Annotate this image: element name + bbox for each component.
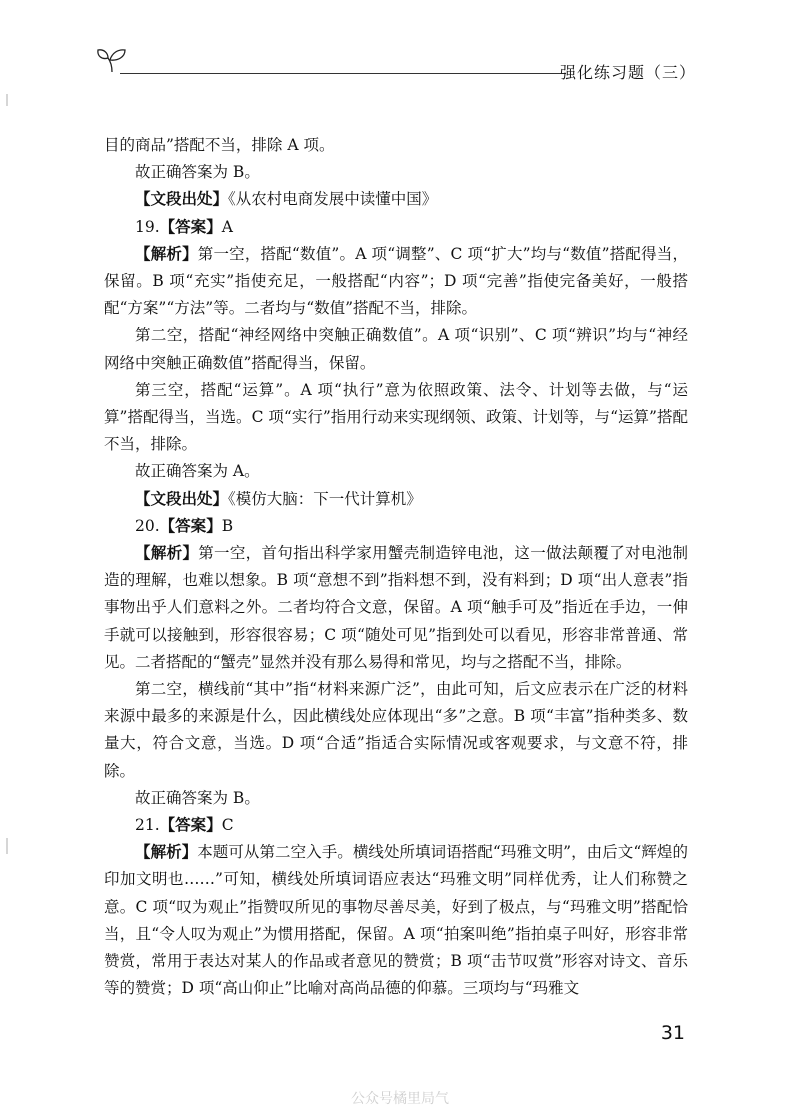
paragraph-text: B — [221, 516, 234, 535]
question-number: 20. — [135, 516, 160, 535]
question-number: 21. — [135, 816, 160, 835]
section-tag: 【答案】 — [159, 516, 222, 535]
paragraph-text: 本题可从第二空入手。横线处所填词语搭配“玛雅文明”，由后文“辉煌的印加文明也……”可知，横线处所填词语应表达“玛雅文明”同样优秀，让人们称赞之意。C 项“叹为观止”指赞叹所见的事物尽善尽美，好到了极点，与“玛雅文明”搭配恰当，且“令人叹为观止”为惯用搭配，保留。A 项“拍案叫绝”指拍桌子叫好，形容非常赞赏，常用于表达对某人的作品或者意见的赞赏；B 项“击节叹赏”形容对诗文、音乐等的赞赏；D 项“高山仰止”比喻对高尚品德的仰慕。三项均与“玛雅文 — [104, 843, 688, 998]
paragraph — [104, 214, 688, 241]
paragraph-text: C — [221, 816, 234, 835]
paragraph — [104, 377, 688, 459]
paragraph-text: 第三空，搭配“运算”。A 项“执行”意为依照政策、法令、计划等去做，与“运算”搭配得当，当选。C 项“实行”指用行动来实现纲领、政策、计划等，与“运算”搭配不当，排除。 — [104, 380, 688, 454]
scan-mark — [6, 94, 8, 106]
paragraph-text: A — [221, 217, 233, 236]
paragraph — [104, 486, 688, 513]
paragraph-text: 《从农村电商发展中读懂中国》 — [228, 190, 438, 209]
section-tag: 【文段出处】 — [135, 190, 229, 209]
paragraph-text: 故正确答案为 B。 — [135, 788, 260, 807]
scan-mark — [6, 838, 8, 854]
paragraph-text: 第一空，首句指出科学家用蟹壳制造锌电池，这一做法颠覆了对电池制造的理解，也难以想象。B 项“意想不到”指料想不到，没有料到；D 项“出人意表”指事物出乎人们意料之外。二者均符合文意，保留。A 项“触手可及”指近在手边，一伸手就可以接触到，形容很容易；C 项“随处可见”指到处可以看见，形容非常普通、常见。二者搭配的“蟹壳”显然并没有那么易得和常见，均与之搭配不当，排除。 — [104, 544, 688, 671]
paragraph — [104, 839, 688, 1002]
sprout-logo-icon — [96, 44, 130, 74]
answer-explanations — [104, 132, 688, 1003]
paragraph — [104, 540, 688, 676]
page-number: 31 — [660, 1022, 685, 1044]
header-rule — [120, 73, 566, 74]
paragraph — [104, 186, 688, 213]
paragraph-text: 第二空，横线前“其中”指“材料来源广泛”，由此可知，后文应表示在广泛的材料来源中最多的来源是什么，因此横线处应体现出“多”之意。B 项“丰富”指种类多、数量大，符合文意，当选。D 项“合适”指适合实际情况或客观要求，与文意不符，排除。 — [104, 680, 688, 780]
paragraph-text: 第一空，搭配“数值”。A 项“调整”、C 项“扩大”均与“数值”搭配得当，保留。B 项“充实”指使充足，一般搭配“内容”；D 项“完善”指使完备美好，一般搭配“方案”“方法”等。二者均与“数值”搭配不当，排除。 — [104, 244, 688, 318]
paragraph-text: 故正确答案为 B。 — [135, 163, 260, 182]
question-number: 19. — [135, 217, 160, 236]
paragraph-text: 《模仿大脑：下一代计算机》 — [228, 489, 422, 508]
paragraph-text: 故正确答案为 A。 — [135, 462, 260, 481]
paragraph — [104, 785, 688, 812]
paragraph-text: 第二空，搭配“神经网络中突触正确数值”。A 项“识别”、C 项“辨识”均与“神经网络中突触正确数值”搭配得当，保留。 — [104, 326, 688, 372]
paragraph — [104, 812, 688, 839]
section-title: 强化练习题（三） — [559, 63, 696, 82]
page-header — [96, 44, 696, 84]
section-tag: 【解析】 — [135, 244, 198, 263]
section-tag: 【答案】 — [159, 217, 222, 236]
paragraph — [104, 676, 688, 785]
section-tag: 【解析】 — [135, 843, 198, 862]
paragraph — [104, 159, 688, 186]
paragraph — [104, 513, 688, 540]
section-tag: 【解析】 — [135, 544, 199, 563]
paragraph — [104, 322, 688, 376]
paragraph-text: 目的商品”搭配不当，排除 A 项。 — [104, 136, 335, 154]
watermark: 公众号橘里局气 — [351, 1091, 449, 1107]
section-tag: 【文段出处】 — [135, 489, 229, 508]
section-tag: 【答案】 — [159, 816, 222, 835]
paragraph — [104, 241, 688, 323]
paragraph — [104, 458, 688, 485]
paragraph — [104, 132, 688, 159]
